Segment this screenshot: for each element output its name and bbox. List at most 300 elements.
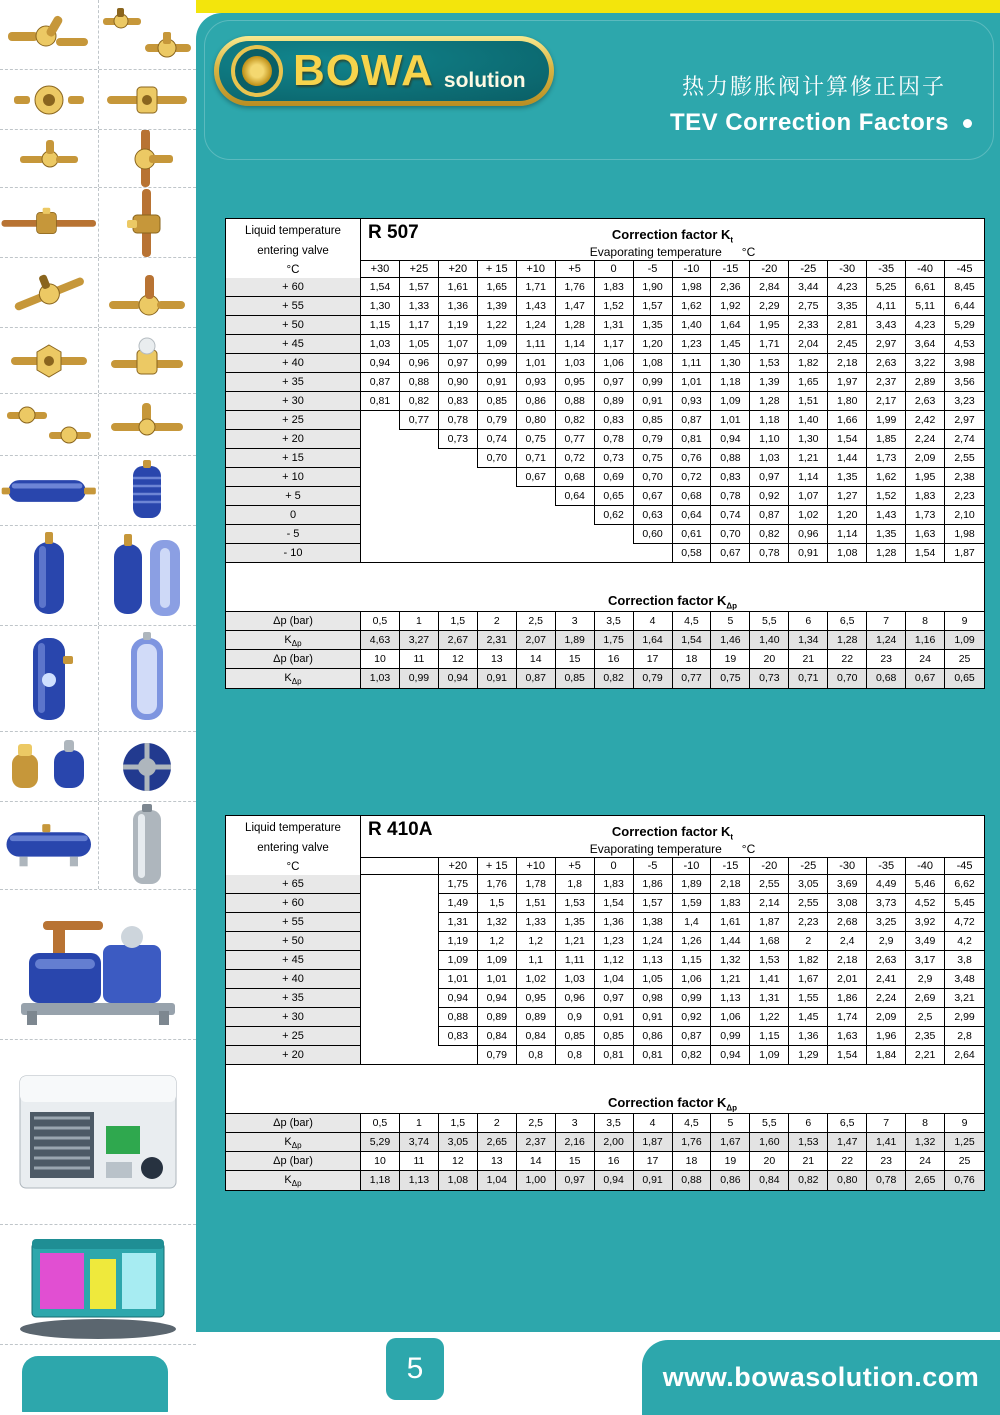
row-label: Δp (bar) [226,1152,361,1171]
product-image-valve-straight [0,188,98,257]
value-cell: 1 [400,612,439,631]
value-cell: 15 [556,1152,595,1171]
sidebar-row [0,1040,196,1225]
table-header-main [361,219,984,278]
row-label: + 50 [226,316,361,335]
value-cell: 0,67 [517,468,556,487]
row-label: + 40 [226,354,361,373]
value-cell: 5,11 [906,297,945,316]
value-cell: 0,78 [439,411,478,430]
page-titles [560,70,980,137]
value-cell: 0,67 [906,669,945,688]
product-image-valve-mini [0,130,98,187]
value-cell: 1,54 [595,894,634,913]
value-cell: 1,08 [634,354,673,373]
value-cell: 0,75 [517,430,556,449]
value-cell: 4,23 [906,316,945,335]
value-cell: 0,84 [750,1171,789,1190]
page-title-cn: 热力膨胀阀计算修正因子 [681,74,946,99]
sidebar-row [0,328,196,394]
bowa-logo [214,36,554,106]
value-cell: 2,55 [789,894,828,913]
value-cell: 2,04 [789,335,828,354]
row-label: $K_{\Delta p}$ [226,1133,361,1152]
product-image-valve-duo [98,0,197,69]
col-header: + 15 [478,858,517,875]
value-cell: 1,76 [478,875,517,894]
value-cell: 2,33 [789,316,828,335]
value-cell: 1,08 [439,1171,478,1190]
value-cell: 1,20 [634,335,673,354]
value-cell: 6,5 [828,612,867,631]
empty-region [361,430,439,449]
value-cell: 0,65 [945,669,984,688]
value-cell: 1,34 [789,631,828,650]
value-cell: 13 [478,650,517,669]
col-header: -20 [750,858,789,875]
value-cell: 0,98 [634,989,673,1008]
empty-region [361,487,556,506]
value-cell: 1,07 [439,335,478,354]
col-header: +10 [517,858,556,875]
value-cell: 1,90 [634,278,673,297]
value-cell: 0,70 [478,449,517,468]
col-header: -10 [673,261,712,278]
value-cell: 1,03 [361,669,400,688]
value-cell: 0,79 [634,669,673,688]
value-cell: 1,4 [673,913,712,932]
col-header: -45 [945,261,984,278]
value-cell: 1,43 [517,297,556,316]
value-cell: 0,94 [439,989,478,1008]
col-header: +20 [439,858,478,875]
value-cell: 1,05 [400,335,439,354]
label-line: °C [286,264,300,276]
value-cell: 0,76 [673,449,712,468]
product-image-tank-clear [98,626,197,731]
row-label: + 25 [226,411,361,430]
product-image-corner-decor [0,1345,196,1415]
value-cell: 4,23 [828,278,867,297]
col-header: +25 [400,261,439,278]
value-cell: 1,03 [750,449,789,468]
value-cell: 1,53 [556,894,595,913]
table-header-main [361,816,984,875]
value-cell: 0,83 [711,468,750,487]
sidebar-row [0,130,196,188]
value-cell: 4,5 [673,1114,712,1133]
row-label: Δp (bar) [226,612,361,631]
column-headers [361,857,984,875]
value-cell: 2,42 [906,411,945,430]
value-cell: 0,73 [439,430,478,449]
value-cell: 2,14 [750,894,789,913]
value-cell: 1,15 [750,1027,789,1046]
value-cell: 3,35 [828,297,867,316]
value-cell: 1,09 [439,951,478,970]
value-cell: 3,64 [906,335,945,354]
value-cell: 1,54 [673,631,712,650]
sidebar-row [0,890,196,1040]
value-cell: 2,74 [945,430,984,449]
column-headers [361,260,984,278]
value-cell: 1,19 [439,932,478,951]
empty-header-region [361,858,439,875]
value-cell: 3,05 [439,1133,478,1152]
value-cell: 19 [711,1152,750,1171]
value-cell: 0,81 [634,1046,673,1065]
value-cell: 1,52 [867,487,906,506]
value-cell: 1,11 [517,335,556,354]
kt-title: Correction factor $K_t$ [611,227,734,245]
value-cell: 17 [634,650,673,669]
value-cell: 21 [789,650,828,669]
value-cell: 1,28 [867,544,906,563]
website-url: www.bowasolution.com [662,1362,980,1392]
value-cell: 2,64 [945,1046,984,1065]
sidebar-row [0,188,196,258]
value-cell: 0,79 [478,411,517,430]
value-cell: 2,8 [945,1027,984,1046]
value-cell: 0,93 [517,373,556,392]
value-cell: 0,91 [634,392,673,411]
value-cell: 1,52 [595,297,634,316]
value-cell: 1,04 [478,1171,517,1190]
value-cell: 2,00 [595,1133,634,1152]
value-cell: 1,30 [711,354,750,373]
value-cell: 2,67 [439,631,478,650]
row-label: + 10 [226,468,361,487]
value-cell: 7 [867,612,906,631]
value-cell: 23 [867,1152,906,1171]
product-image-valve-tee [98,394,197,455]
value-cell: 1,57 [634,297,673,316]
value-cell: 1,73 [906,506,945,525]
sidebar-row [0,802,196,890]
value-cell: 1,01 [673,373,712,392]
value-cell: 2,38 [945,468,984,487]
value-cell: 1,32 [478,913,517,932]
value-cell: 2,09 [906,449,945,468]
value-cell: 1,11 [556,951,595,970]
value-cell: 1,33 [517,913,556,932]
value-cell: 1,43 [867,506,906,525]
value-cell: 2,9 [867,932,906,951]
value-cell: 1,62 [867,468,906,487]
row-label: Δp (bar) [226,650,361,669]
value-cell: 1,2 [517,932,556,951]
product-image-valve-diagonal [0,258,98,327]
value-cell: 0,85 [556,669,595,688]
value-cell: 1,5 [478,894,517,913]
value-cell: 1,87 [945,544,984,563]
value-cell: 2,35 [906,1027,945,1046]
value-cell: 4,63 [361,631,400,650]
value-cell: 10 [361,650,400,669]
value-cell: 20 [750,650,789,669]
col-header: +10 [517,261,556,278]
value-cell: 11 [400,1152,439,1171]
value-cell: 2,45 [828,335,867,354]
value-cell: 0,97 [439,354,478,373]
value-cell: 6 [789,1114,828,1133]
value-cell: 3 [556,1114,595,1133]
value-cell: 2,5 [906,1008,945,1027]
value-cell: 1,55 [789,989,828,1008]
value-cell: 1,84 [867,1046,906,1065]
value-cell: 1,06 [595,354,634,373]
value-cell: 0,72 [556,449,595,468]
value-cell: 4,49 [867,875,906,894]
value-cell: 1,65 [478,278,517,297]
value-cell: 1,76 [673,1133,712,1152]
value-cell: 1,64 [634,631,673,650]
product-image-accumulator [0,526,98,625]
value-cell: 3,43 [867,316,906,335]
value-cell: 0,95 [556,373,595,392]
value-cell: 1,60 [750,1133,789,1152]
value-cell: 0,95 [517,989,556,1008]
value-cell: 1,01 [439,970,478,989]
value-cell: 1,09 [478,335,517,354]
value-cell: 0,68 [867,669,906,688]
value-cell: 24 [906,1152,945,1171]
logo-inner [219,41,549,101]
col-header: -15 [711,858,750,875]
value-cell: 1,54 [828,1046,867,1065]
value-cell: 5,45 [945,894,984,913]
value-cell: 0,76 [945,1171,984,1190]
value-cell: 0,99 [478,354,517,373]
value-cell: 1,03 [556,354,595,373]
sidebar-row [0,456,196,526]
value-cell: 0,94 [711,1046,750,1065]
value-cell: 1,00 [517,1171,556,1190]
value-cell: 0,82 [595,669,634,688]
value-cell: 25 [945,650,984,669]
value-cell: 5,29 [945,316,984,335]
value-cell: 1,28 [750,392,789,411]
row-label: + 35 [226,373,361,392]
sidebar-row [0,526,196,626]
value-cell: 1,28 [828,631,867,650]
value-cell: 2,29 [750,297,789,316]
value-cell: 1,73 [867,449,906,468]
value-cell: 1,82 [789,951,828,970]
value-cell: 1,71 [750,335,789,354]
product-image-vessel-small [0,732,98,801]
col-header: -40 [906,261,945,278]
value-cell: 13 [478,1152,517,1171]
value-cell: 0,69 [595,468,634,487]
value-cell: 1,98 [945,525,984,544]
row-label: + 60 [226,278,361,297]
value-cell: 1,78 [517,875,556,894]
value-cell: 1,2 [478,932,517,951]
value-cell: 2,69 [906,989,945,1008]
value-cell: 8 [906,612,945,631]
value-cell: 0,75 [634,449,673,468]
value-cell: 1,5 [439,612,478,631]
empty-region [361,1008,439,1027]
value-cell: 3,8 [945,951,984,970]
value-cell: 1,96 [867,1027,906,1046]
logo-emblem-icon [231,45,283,97]
value-cell: 2,18 [828,354,867,373]
value-cell: 1,36 [789,1027,828,1046]
value-cell: 4,52 [906,894,945,913]
row-label: + 60 [226,894,361,913]
value-cell: 3,08 [828,894,867,913]
value-cell: 1,86 [828,989,867,1008]
value-cell: 8,45 [945,278,984,297]
empty-region [361,1046,478,1065]
value-cell: 1,24 [517,316,556,335]
liquid-temp-header [226,816,361,875]
empty-region [361,913,439,932]
value-cell: 5,46 [906,875,945,894]
value-cell: 0,94 [439,669,478,688]
row-label: Δp (bar) [226,1114,361,1133]
value-cell: 1,39 [750,373,789,392]
page-number-badge [386,1338,444,1400]
value-cell: 1,13 [711,989,750,1008]
value-cell: 1,75 [439,875,478,894]
product-image-container-unit [0,1225,196,1344]
product-image-valve-hex [0,328,98,393]
value-cell: 1,07 [789,487,828,506]
value-cell: 3,48 [945,970,984,989]
value-cell: 1,35 [556,913,595,932]
value-cell: 2,18 [711,875,750,894]
row-label: + 45 [226,335,361,354]
value-cell: 10 [361,1152,400,1171]
value-cell: 0,67 [634,487,673,506]
value-cell: 3,21 [945,989,984,1008]
product-image-receiver-horizontal [0,802,98,889]
value-cell: 3,69 [828,875,867,894]
value-cell: 1,18 [750,411,789,430]
value-cell: 2,23 [789,913,828,932]
value-cell: 2,5 [517,1114,556,1133]
value-cell: 1,45 [789,1008,828,1027]
col-header: +20 [439,261,478,278]
value-cell: 0,85 [595,1027,634,1046]
empty-region [361,932,439,951]
value-cell: 15 [556,650,595,669]
value-cell: 4,72 [945,913,984,932]
value-cell: 1,15 [673,951,712,970]
sidebar-row [0,394,196,456]
value-cell: 0,99 [400,669,439,688]
value-cell: 0,70 [634,468,673,487]
value-cell: 0,87 [361,373,400,392]
table-header [226,816,984,875]
value-cell: 0,88 [439,1008,478,1027]
value-cell: 1,63 [906,525,945,544]
evaporating-temp-label: Evaporating temperature °C [589,245,756,259]
value-cell: 0,99 [711,1027,750,1046]
empty-region [361,970,439,989]
value-cell: 2,63 [906,392,945,411]
value-cell: 23 [867,650,906,669]
value-cell: 0,97 [595,373,634,392]
value-cell: 0,97 [595,989,634,1008]
row-label: + 65 [226,875,361,894]
value-cell: 1,54 [361,278,400,297]
value-cell: 1,92 [711,297,750,316]
value-cell: 18 [673,650,712,669]
row-label: + 50 [226,932,361,951]
value-cell: 2,37 [867,373,906,392]
value-cell: 1,18 [361,1171,400,1190]
value-cell: 3,22 [906,354,945,373]
value-cell: 0,93 [673,392,712,411]
value-cell: 1,28 [556,316,595,335]
value-cell: 12 [439,1152,478,1171]
value-cell: 6,44 [945,297,984,316]
value-cell: 5,5 [750,1114,789,1133]
value-cell: 1,35 [867,525,906,544]
evaporating-temp-label: Evaporating temperature °C [589,842,756,856]
row-label: $K_{\Delta p}$ [226,1171,361,1190]
value-cell: 1,62 [673,297,712,316]
value-cell: 2,75 [789,297,828,316]
refrigerant-name: R 410A [368,819,433,840]
value-cell: 0,79 [478,1046,517,1065]
value-cell: 1,67 [711,1133,750,1152]
value-cell: 0,68 [556,468,595,487]
value-cell: 0,83 [595,411,634,430]
value-cell: 1,85 [867,430,906,449]
value-cell: 2,9 [906,970,945,989]
value-cell: 0,64 [556,487,595,506]
sidebar-row [0,732,196,802]
value-cell: 0,70 [828,669,867,688]
value-cell: 4 [634,1114,673,1133]
value-cell: 1,95 [750,316,789,335]
value-cell: 5,25 [867,278,906,297]
value-cell: 1,54 [906,544,945,563]
value-cell: 0,80 [828,1171,867,1190]
value-cell: 1,47 [556,297,595,316]
r410a-correction-table [225,815,985,1191]
value-cell: 1,16 [906,631,945,650]
value-cell: 1,49 [439,894,478,913]
value-cell: 1,13 [400,1171,439,1190]
empty-region [361,989,439,1008]
value-cell: 1,47 [828,1133,867,1152]
sidebar-row [0,1345,196,1415]
value-cell: 21 [789,1152,828,1171]
value-cell: 1,76 [556,278,595,297]
value-cell: 3,49 [906,932,945,951]
col-header: -30 [828,261,867,278]
value-cell: 1,12 [595,951,634,970]
table-header [226,219,984,278]
value-cell: 1,71 [517,278,556,297]
value-cell: 0,81 [673,430,712,449]
value-cell: 1,08 [828,544,867,563]
row-label: + 20 [226,1046,361,1065]
kdp-data-grid [226,1113,984,1190]
value-cell: 1,39 [478,297,517,316]
value-cell: 3,05 [789,875,828,894]
value-cell: 1,38 [634,913,673,932]
value-cell: 2,63 [867,354,906,373]
value-cell: 1,35 [634,316,673,335]
value-cell: 2,18 [828,951,867,970]
